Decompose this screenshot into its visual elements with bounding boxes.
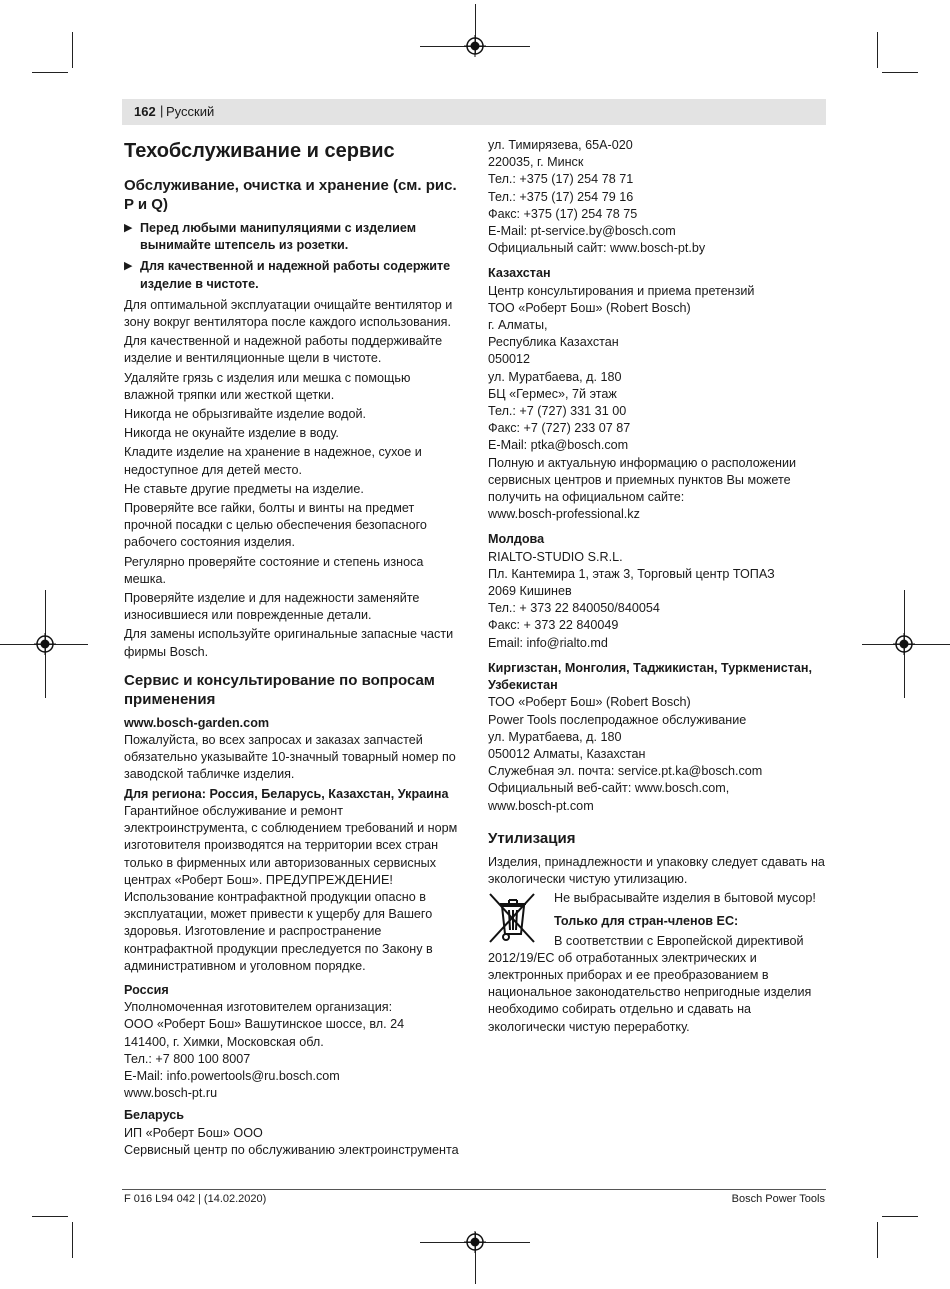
paragraph: Для замены используйте оригинальные запасные части фирмы Bosch. bbox=[124, 627, 454, 659]
email-line: Email: info@rialto.md bbox=[488, 635, 608, 650]
phone-line: Тел.: +375 (17) 254 79 16 bbox=[488, 189, 634, 204]
footer-divider bbox=[122, 1189, 826, 1190]
paragraph: Кладите изделие на хранение в надежное, сухое и недоступное для детей место. bbox=[124, 445, 422, 477]
address-line: Сервисный центр по обслуживанию электроинструмента bbox=[124, 1142, 459, 1157]
region-heading: Для региона: Россия, Беларусь, Казахстан, Украина bbox=[124, 786, 449, 801]
left-column bbox=[124, 138, 460, 1159]
page-title: Техобслуживание и сервис bbox=[124, 140, 395, 162]
country-heading-kazakhstan: Казахстан bbox=[488, 266, 551, 281]
address-line: 2069 Кишинев bbox=[488, 584, 572, 599]
email-line: Служебная эл. почта: service.pt.ka@bosch.com bbox=[488, 764, 763, 779]
registration-mark-icon bbox=[464, 1231, 486, 1253]
paragraph: Проверяйте изделие и для надежности заменяйте износившиеся или поврежденные детали. bbox=[124, 591, 420, 623]
address-line: Power Tools послепродажное обслуживание bbox=[488, 712, 747, 727]
phone-line: Тел.: + 373 22 840050/840054 bbox=[488, 601, 660, 616]
page-header bbox=[122, 99, 826, 125]
warning-bullet-text: Для качественной и надежной работы содержите изделие в чистоте. bbox=[140, 259, 451, 291]
website-line: www.bosch-pt.com bbox=[488, 798, 594, 813]
address-line: ИП «Роберт Бош» ООО bbox=[124, 1125, 263, 1140]
eu-directive-text: 2012/19/ЕС об отработанных электрических и электронных приборах и ее преобразованием в национальное законодательство непригодные изделия необходимо собирать отдельно и сдавать на экологически чистую переработку. bbox=[488, 950, 812, 1034]
crop-mark bbox=[882, 72, 918, 73]
service-heading: Сервис и консультирование по вопросам применения bbox=[124, 671, 435, 708]
address-line: г. Алматы, bbox=[488, 318, 548, 333]
address-line: Республика Казахстан bbox=[488, 335, 619, 350]
warning-bullet-text: Перед любыми манипуляциями с изделием вынимайте штепсель из розетки. bbox=[140, 221, 417, 253]
page-number: 162 bbox=[134, 104, 156, 119]
crop-mark bbox=[882, 1216, 918, 1217]
maintenance-heading: Обслуживание, очистка и хранение (см. рис. P и Q) bbox=[124, 177, 457, 213]
country-heading-belarus: Беларусь bbox=[124, 1108, 185, 1123]
address-line: ул. Муратбаева, д. 180 bbox=[488, 729, 622, 744]
address-line: 050012 Алматы, Казахстан bbox=[488, 746, 646, 761]
triangle-arrow-icon: ▶ bbox=[124, 260, 133, 273]
address-line: ТОО «Роберт Бош» (Robert Bosch) bbox=[488, 300, 691, 315]
address-line: 141400, г. Химки, Московская обл. bbox=[124, 1034, 324, 1049]
fax-line: Факс: +375 (17) 254 78 75 bbox=[488, 206, 638, 221]
eu-only-heading: Только для стран-членов ЕС: bbox=[554, 914, 739, 929]
crop-mark bbox=[32, 72, 68, 73]
address-line: Центр консультирования и приема претензий bbox=[488, 283, 755, 298]
no-household-waste-text: Не выбрасывайте изделия в бытовой мусор! bbox=[554, 891, 816, 906]
email-line: E-Mail: pt-service.by@bosch.com bbox=[488, 224, 676, 239]
document-code: F 016 L94 042 | (14.02.2020) bbox=[124, 1193, 267, 1205]
address-line: ул. Тимирязева, 65А-020 bbox=[488, 138, 633, 152]
country-heading-central-asia: Киргизстан, Монголия, Таджикистан, Туркменистан, Узбекистан bbox=[488, 660, 813, 693]
crossed-out-wheelie-bin-icon bbox=[488, 892, 538, 944]
paragraph: Никогда не окунайте изделие в воду. bbox=[124, 426, 339, 441]
paragraph: Пожалуйста, во всех запросах и заказах запчастей обязательно указывайте 10-значный товарный номер по заводской табличке изделия. bbox=[124, 733, 456, 782]
website-line: www.bosch-professional.kz bbox=[488, 507, 640, 522]
crop-mark bbox=[72, 1222, 73, 1258]
address-line: ООО «Роберт Бош» Вашутинское шоссе, вл. 24 bbox=[124, 1017, 405, 1032]
paragraph: Регулярно проверяйте состояние и степень износа мешка. bbox=[124, 554, 424, 586]
address-line: ТОО «Роберт Бош» (Robert Bosch) bbox=[488, 695, 691, 710]
brand-name: Bosch Power Tools bbox=[731, 1193, 825, 1205]
country-heading-russia: Россия bbox=[124, 982, 169, 997]
address-line: ул. Муратбаева, д. 180 bbox=[488, 369, 622, 384]
warning-bullet bbox=[124, 258, 460, 292]
registration-mark-icon bbox=[34, 633, 56, 655]
website-line: Официальный веб-сайт: www.bosch.com, bbox=[488, 781, 730, 796]
registration-mark-icon bbox=[464, 35, 486, 57]
fax-line: Факс: + 373 22 840049 bbox=[488, 618, 619, 633]
paragraph: Удаляйте грязь с изделия или мешка с помощью влажной тряпки или жесткой щетки. bbox=[124, 370, 411, 402]
website-link[interactable]: www.bosch-garden.com bbox=[124, 715, 270, 730]
paragraph: Полную и актуальную информацию о расположении сервисных центров и приемных пунктов Вы можете получить на официальном сайте: bbox=[488, 455, 797, 505]
paragraph: Никогда не обрызгивайте изделие водой. bbox=[124, 407, 367, 422]
crop-mark bbox=[72, 32, 73, 68]
email-line: E-Mail: ptka@bosch.com bbox=[488, 438, 629, 453]
address-line: RIALTO-STUDIO S.R.L. bbox=[488, 549, 623, 564]
website-line: Официальный сайт: www.bosch-pt.by bbox=[488, 241, 706, 256]
crop-mark bbox=[877, 1222, 878, 1258]
address-line: Уполномоченная изготовителем организация: bbox=[124, 1000, 393, 1015]
paragraph: Не ставьте другие предметы на изделие. bbox=[124, 481, 364, 496]
disposal-heading: Утилизация bbox=[488, 829, 576, 847]
right-column bbox=[488, 137, 828, 1038]
phone-line: Тел.: +375 (17) 254 78 71 bbox=[488, 172, 634, 187]
address-line: 050012 bbox=[488, 352, 531, 367]
triangle-arrow-icon: ▶ bbox=[124, 222, 133, 234]
paragraph: Гарантийное обслуживание и ремонт электроинструмента, с соблюдением требований и норм изготовителя производятся на территории всех стран только в фирменных или авторизованных сервисных центрах «Роберт Бош». ПРЕДУПРЕЖДЕНИЕ! Использование контрафактной продукции опасно в эксплуатации, может привести к ущербу для Вашего здоровья. Изготовление и распространение контрафактной продукции преследуется по Закону в административном и уголовном порядке. bbox=[124, 803, 458, 973]
phone-line: Тел.: +7 800 100 8007 bbox=[124, 1051, 251, 1066]
phone-line: Тел.: +7 (727) 331 31 00 bbox=[488, 404, 627, 419]
paragraph: Для качественной и надежной работы поддерживайте изделие и вентиляционные щели в чистоте. bbox=[124, 334, 443, 366]
address-line: БЦ «Гермес», 7й этаж bbox=[488, 386, 617, 401]
email-line: E-Mail: info.powertools@ru.bosch.com bbox=[124, 1068, 340, 1083]
crop-mark bbox=[877, 32, 878, 68]
country-heading-moldova: Молдова bbox=[488, 532, 545, 547]
registration-mark-icon bbox=[893, 633, 915, 655]
paragraph: Проверяйте все гайки, болты и винты на предмет прочной посадки с целью обеспечения безопасного рабочего состояния изделия. bbox=[124, 501, 427, 550]
header-separator: | bbox=[160, 103, 164, 118]
paragraph: Для оптимальной эксплуатации очищайте вентилятор и зону вокруг вентилятора после каждого использования. bbox=[124, 297, 453, 330]
fax-line: Факс: +7 (727) 233 07 87 bbox=[488, 421, 631, 436]
crop-mark bbox=[32, 1216, 68, 1217]
weee-block bbox=[488, 890, 828, 950]
address-line: Пл. Кантемира 1, этаж 3, Торговый центр ТОПАЗ bbox=[488, 566, 775, 581]
warning-bullet bbox=[124, 220, 460, 254]
paragraph: Изделия, принадлежности и упаковку следует сдавать на экологически чистую утилизацию. bbox=[488, 854, 825, 886]
eu-directive-text: В соответствии с Европейской директивой bbox=[554, 933, 804, 948]
address-line: 220035, г. Минск bbox=[488, 155, 584, 170]
website-line: www.bosch-pt.ru bbox=[124, 1086, 218, 1101]
header-language: Русский bbox=[166, 104, 215, 119]
